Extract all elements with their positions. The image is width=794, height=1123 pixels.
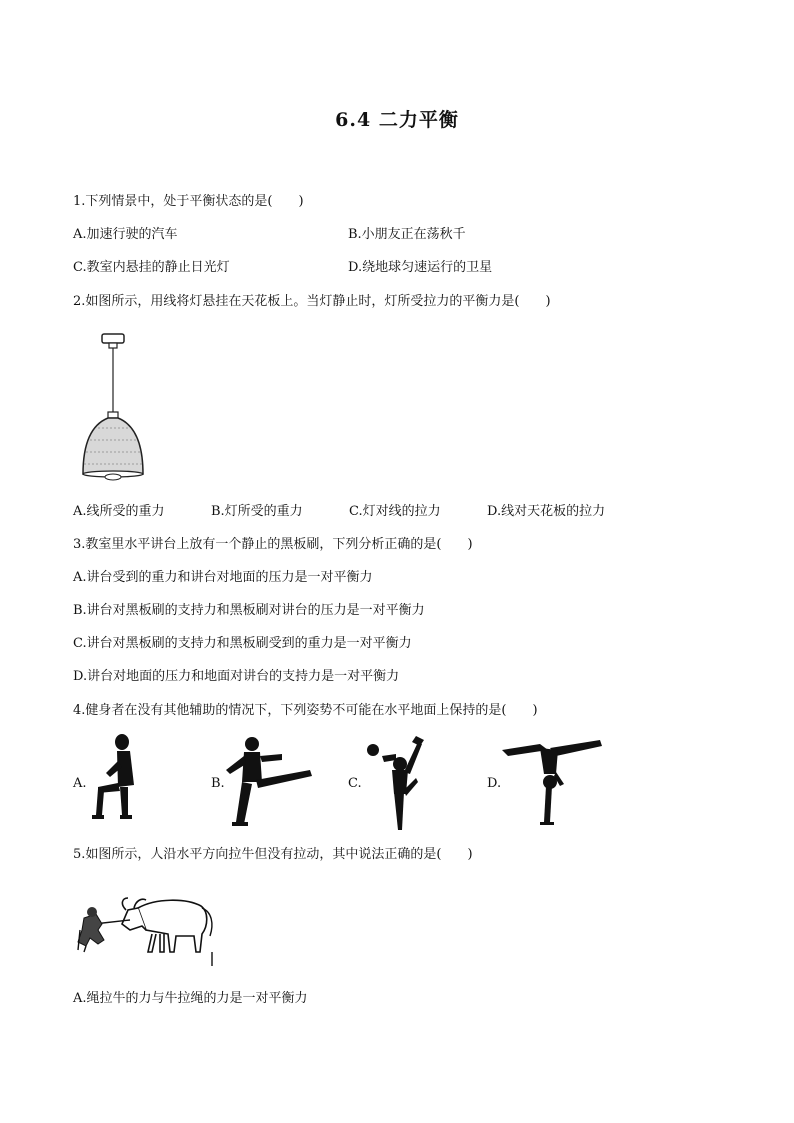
question-2-option-a: A.线所受的重力: [73, 504, 165, 519]
question-3-stem: 3.教室里水平讲台上放有一个静止的黑板刷，下列分析正确的是( ): [73, 537, 473, 552]
question-5-stem: 5.如图所示，人沿水平方向拉牛但没有拉动，其中说法正确的是( ): [73, 847, 473, 862]
page-title: 6.4 二力平衡: [335, 109, 459, 131]
question-2-stem: 2.如图所示，用线将灯悬挂在天花板上。当灯静止时，灯所受拉力的平衡力是( ): [73, 294, 551, 309]
one-leg-ball-pose-figure: [360, 734, 430, 832]
question-1-option-d: D.绕地球匀速运行的卫星: [348, 260, 493, 275]
question-3-option-c: C.讲台对黑板刷的支持力和黑板刷受到的重力是一对平衡力: [73, 636, 412, 651]
question-1-stem: 1.下列情景中，处于平衡状态的是( ): [73, 194, 304, 209]
sitting-pose-figure: [90, 733, 145, 828]
person-pulling-ox-figure: [76, 890, 221, 970]
question-2-option-c: C.灯对线的拉力: [349, 504, 441, 519]
question-4-option-b: B.: [211, 776, 225, 791]
hanging-lamp-figure: [78, 330, 148, 482]
one-hand-stand-pose-figure: [500, 738, 605, 826]
question-2-option-d: D.线对天花板的拉力: [487, 504, 606, 519]
kick-pose-figure: [222, 736, 314, 828]
question-4-option-c: C.: [348, 776, 362, 791]
question-3-option-b: B.讲台对黑板刷的支持力和黑板刷对讲台的压力是一对平衡力: [73, 603, 425, 618]
question-4-option-a: A.: [73, 776, 87, 791]
question-1-option-b: B.小朋友正在荡秋千: [348, 227, 466, 242]
question-4-option-d: D.: [487, 776, 502, 791]
question-4-stem: 4.健身者在没有其他辅助的情况下，下列姿势不可能在水平地面上保持的是( ): [73, 703, 538, 718]
question-2-option-b: B.灯所受的重力: [211, 504, 303, 519]
question-3-option-d: D.讲台对地面的压力和地面对讲台的支持力是一对平衡力: [73, 669, 400, 684]
question-1-option-a: A.加速行驶的汽车: [73, 227, 178, 242]
question-5-option-a: A.绳拉牛的力与牛拉绳的力是一对平衡力: [73, 991, 308, 1006]
question-3-option-a: A.讲台受到的重力和讲台对地面的压力是一对平衡力: [73, 570, 373, 585]
question-1-option-c: C.教室内悬挂的静止日光灯: [73, 260, 230, 275]
